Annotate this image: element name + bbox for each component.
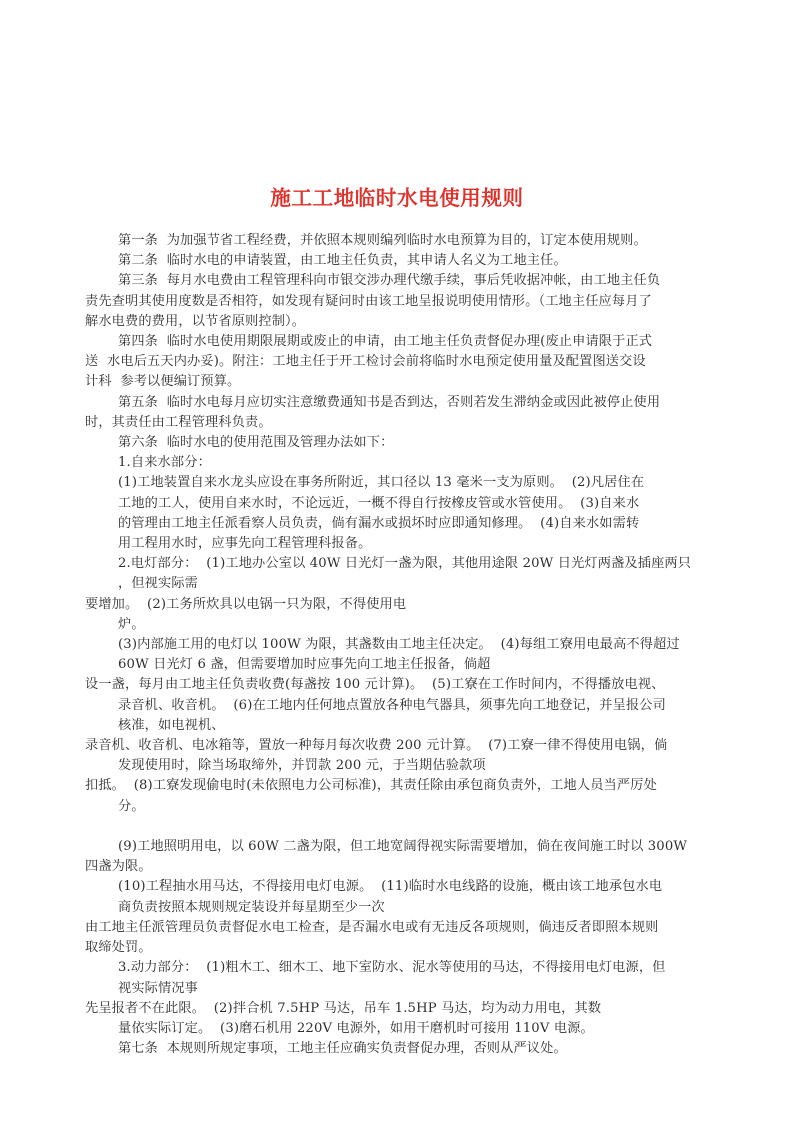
document-line: 第三条 每月水电费由工程管理科向市银交涉办理代缴手续，事后凭收据冲帐，由工地主任负 xyxy=(118,273,661,289)
document-line: ，但视实际需 xyxy=(118,576,199,592)
document-line: 工地的工人，使用自来水时，不论远近，一概不得自行按橡皮管或水管使用。 (3)自来水 xyxy=(118,495,640,511)
document-line: 先呈报者不在此限。 (2)拌合机 7.5HP 马达，吊车 1.5HP 马达，均为动力用电，其数 xyxy=(85,1000,602,1016)
document-line: 录音机、收音机。 (6)在工地内任何地点置放各种电气器具，须事先向工地登记，并呈报公司 xyxy=(118,697,666,713)
document-line: 时，其责任由工程管理科负责。 xyxy=(85,414,272,430)
document-line: 第二条 临时水电的申请装置，由工地主任负责，其申请人名义为工地主任。 xyxy=(118,253,567,269)
document-body xyxy=(85,231,710,1059)
document-line: 2.电灯部分： (1)工地办公室以 40W 日光灯一盏为限，其他用途限 20W 日光灯两盏及插座两只 xyxy=(118,556,692,572)
document-line: 量依实际订定。 (3)磨石机用 220V 电源外，如用干磨机时可接用 110V 电源。 xyxy=(118,1020,594,1036)
document-line: 视实际情况事 xyxy=(118,980,199,996)
document-line: 扣抵。 (8)工寮发现偷电时(未依照电力公司标准)，其责任除由承包商负责外，工地人员当严厉处 xyxy=(85,778,657,794)
document-line: (1)工地装置自来水龙头应设在事务所附近，其口径以 13 毫米一支为原则。 (2)凡居住在 xyxy=(118,475,645,491)
document-line: 60W 日光灯 6 盏，但需要增加时应事先向工地主任报备，倘超 xyxy=(118,657,491,673)
document-line: 计科 参考以便编订预算。 xyxy=(85,374,241,390)
document-line: 分。 xyxy=(118,798,145,814)
document-line: (9)工地照明用电，以 60W 二盏为限，但工地宽阔得视实际需要增加，倘在夜间施工时以 300W xyxy=(118,839,688,855)
document-line: 四盏为限。 xyxy=(85,859,152,875)
document-line: (10)工程抽水用马达，不得接用电灯电源。 (11)临时水电线路的设施，概由该工地承包水电 xyxy=(118,879,663,895)
document-line: 第四条 临时水电使用期限展期或废止的申请，由工地主任负责督促办理(废止申请限于正式 xyxy=(118,334,653,350)
document-line: 1.自来水部分： xyxy=(118,455,211,471)
document-line: 由工地主任派管理员负责督促水电工检查，是否漏水电或有无违反各项规则，倘违反者即照本规则 xyxy=(85,919,659,935)
document-line: 录音机、收音机、电冰箱等，置放一种每月每次收费 200 元计算。 (7)工寮一律不得使用电锅，倘 xyxy=(85,738,668,754)
document-line: 3.动力部分： (1)粗木工、细木工、地下室防水、泥水等使用的马达，不得接用电灯电源，但 xyxy=(118,960,666,976)
document-line: 的管理由工地主任派看察人员负责，倘有漏水或损坏时应即通知修理。 (4)自来水如需转 xyxy=(118,515,640,531)
document-line: 第一条 为加强节省工程经费，并依照本规则编列临时水电预算为目的，订定本使用规则。 xyxy=(118,233,647,248)
document-line: 第六条 临时水电的使用范围及管理办法如下： xyxy=(118,435,394,451)
document-line: 发现使用时，除当场取缔外，并罚款 200 元，于当期估验款项 xyxy=(118,758,486,774)
document-line: 用工程用水时，应事先向工程管理科报备。 xyxy=(118,536,372,552)
document-line: 商负责按照本规则规定装设并每星期至少一次 xyxy=(118,899,385,915)
document-line: 第五条 临时水电每月应切实注意缴费通知书是否到达，否则若发生滞纳金或因此被停止使用 xyxy=(118,394,661,410)
document-line: 设一盏，每月由工地主任负责收费(每盏按 100 元计算)。 (5)工寮在工作时间内，不得播放电视、 xyxy=(85,677,665,693)
document-line: 要增加。 (2)工务所炊具以电锅一只为限，不得使用电 xyxy=(85,596,407,612)
document-line: 解水电费的费用，以节省原则控制）。 xyxy=(85,313,306,329)
document-line: 送 水电后五天内办妥)。附注：工地主任于开工检讨会前将临时水电预定使用量及配置图送交设 xyxy=(85,354,646,370)
document-line: 第七条 本规则所规定事项，工地主任应确实负责督促办理，否则从严议处。 xyxy=(118,1041,567,1057)
document-line: 责先查明其使用度数是否相符，如发现有疑问时由该工地呈报说明使用情形。（工地主任应每月了 xyxy=(85,293,652,309)
document-line: 核准，如电视机、 xyxy=(118,717,225,733)
paragraph-spacer xyxy=(85,817,710,837)
document-line: 炉。 xyxy=(118,616,145,632)
document-line: 取缔处罚。 xyxy=(85,940,152,956)
page-title: 施工工地临时水电使用规则 xyxy=(270,185,524,210)
document-line: (3)内部施工用的电灯以 100W 为限，其盏数由工地主任决定。 (4)每组工寮用电最高不得超过 xyxy=(118,637,680,653)
